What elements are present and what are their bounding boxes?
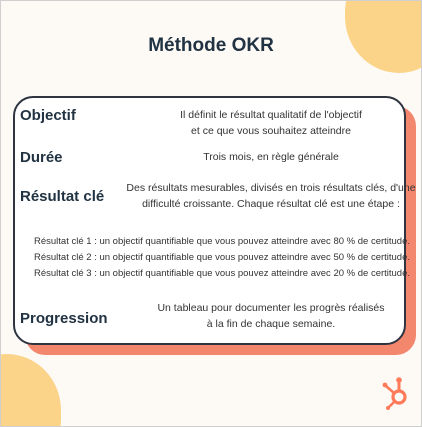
desc-resultat-cle-line: Des résultats mesurables, divisés en trois résultats clés, d'une — [126, 182, 416, 194]
desc-objectif-line: et ce que vous souhaitez atteindre — [191, 125, 351, 137]
desc-progression — [131, 300, 411, 332]
desc-resultat-cle-line: difficulté croissante. Chaque résultat clé est une étape : — [142, 198, 400, 210]
list-item: Résultat clé 3 : un objectif quantifiable que vous pouvez atteindre avec 20 % de certitude. — [34, 268, 411, 279]
decorative-blob-bottom-left — [0, 354, 61, 427]
label-progression: Progression — [20, 310, 108, 327]
hubspot-sprocket-icon — [381, 376, 411, 410]
desc-progression-line: Un tableau pour documenter les progrès réalisés — [157, 302, 385, 314]
label-objectif: Objectif — [20, 107, 76, 124]
list-item: Résultat clé 1 : un objectif quantifiable que vous pouvez atteindre avec 80 % de certitude. — [34, 236, 411, 247]
desc-progression-line: à la fin de chaque semaine. — [206, 318, 336, 330]
key-results-list — [34, 234, 414, 282]
desc-duree — [131, 149, 411, 165]
page-title: Méthode OKR — [148, 35, 274, 56]
label-duree: Durée — [20, 149, 63, 166]
desc-objectif-line: Il définit le résultat qualitatif de l'objectif — [180, 109, 362, 121]
desc-resultat-cle — [121, 180, 421, 212]
label-resultat-cle: Résultat clé — [20, 188, 105, 205]
desc-duree-line: Trois mois, en règle générale — [203, 151, 339, 163]
desc-objectif — [131, 107, 411, 139]
list-item: Résultat clé 2 : un objectif quantifiable que vous pouvez atteindre avec 50 % de certitude. — [34, 252, 411, 263]
